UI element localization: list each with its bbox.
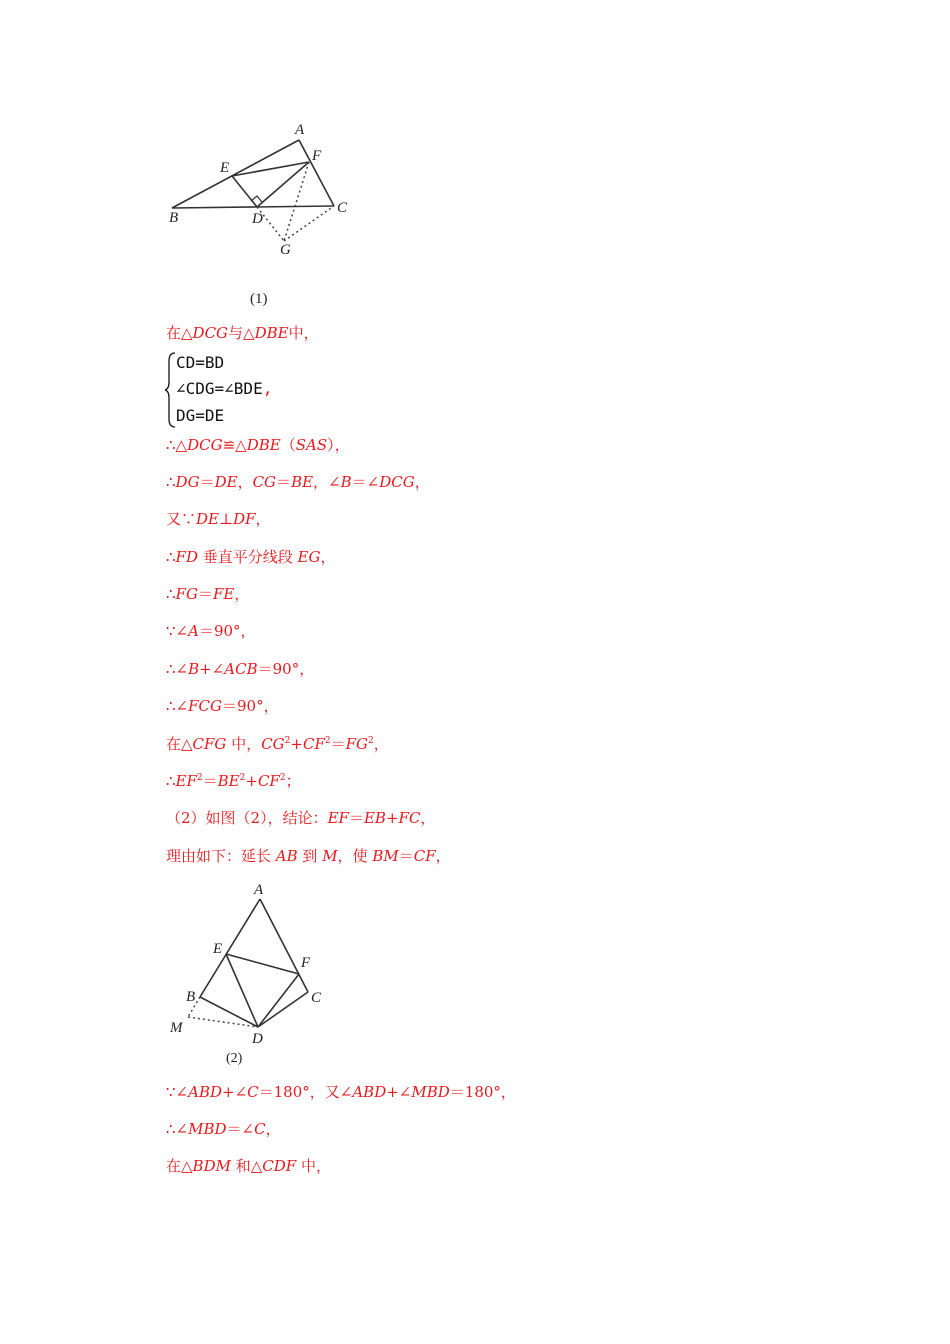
label-A: A: [254, 882, 264, 898]
system-equation-3: DG=DE: [176, 406, 225, 425]
segment-ED: [232, 176, 257, 207]
text-line: ∴FD 垂直平分线段 EG，: [166, 548, 336, 566]
text-line: ∴∠B+∠ACB＝90°，: [166, 660, 315, 678]
segment-EF: [226, 954, 299, 974]
text-line: ∴DG＝DE，CG＝BE，∠B＝∠DCG，: [166, 473, 430, 491]
figure-2: [160, 878, 340, 1070]
text-line: （2）如图（2），结论：EF＝EB+FC，: [166, 809, 436, 827]
segment-FD: [258, 974, 299, 1027]
figure-1-diagram: [160, 115, 370, 315]
figure-2-caption: (2): [226, 1051, 243, 1066]
segment-DF: [257, 162, 309, 207]
label-D: D: [252, 1031, 263, 1047]
equation-system: [164, 351, 304, 431]
system-equation-1: CD=BD: [176, 353, 225, 372]
label-B: B: [169, 210, 179, 226]
figure-1-caption: (1): [250, 291, 268, 307]
segment-AC: [260, 899, 308, 992]
segment-GC: [284, 206, 334, 241]
text-line: 又∵DE⊥DF，: [166, 510, 271, 528]
text-line: 在△CFG 中，$CG^2+CF^2=FG^2$，: [166, 735, 389, 753]
label-C: C: [311, 990, 322, 1006]
text-line: 在△BDM 和△CDF 中，: [166, 1157, 331, 1175]
label-F: F: [312, 148, 322, 164]
label-G: G: [280, 242, 291, 258]
label-F: F: [301, 955, 311, 971]
label-A: A: [295, 122, 305, 138]
label-M: M: [170, 1020, 183, 1036]
text-line: 在△DCG与△DBE中，: [166, 324, 319, 342]
segment-ED: [226, 954, 258, 1027]
segment-BC: [172, 206, 334, 208]
system-equation-2: ∠CDG=∠BDE,: [176, 379, 273, 398]
figure-1: [160, 115, 370, 315]
text-line: $\therefore EF^2=BE^2+CF^2$；: [166, 772, 301, 790]
label-E: E: [213, 941, 223, 957]
text-line: 理由如下：延长 AB 到 M，使 BM＝CF，: [166, 847, 451, 865]
text-line: ∵∠ABD+∠C＝180°，又∠ABD+∠MBD＝180°，: [166, 1083, 516, 1101]
label-D: D: [252, 211, 263, 227]
segment-AB: [200, 899, 260, 997]
text-line: ∴∠MBD＝∠C，: [166, 1120, 281, 1138]
text-line: ∴FG＝FE，: [166, 585, 250, 603]
text-line: ∴∠FCG＝90°，: [166, 697, 279, 715]
label-E: E: [220, 160, 230, 176]
text-line: ∵∠A＝90°，: [166, 622, 256, 640]
label-C: C: [337, 200, 348, 216]
label-B: B: [186, 989, 196, 1005]
segment-BA: [172, 140, 299, 208]
figure-2-diagram: [160, 878, 340, 1070]
text-line: ∴△DCG≌△DBE（SAS），: [166, 436, 350, 454]
segment-CD: [258, 992, 308, 1027]
